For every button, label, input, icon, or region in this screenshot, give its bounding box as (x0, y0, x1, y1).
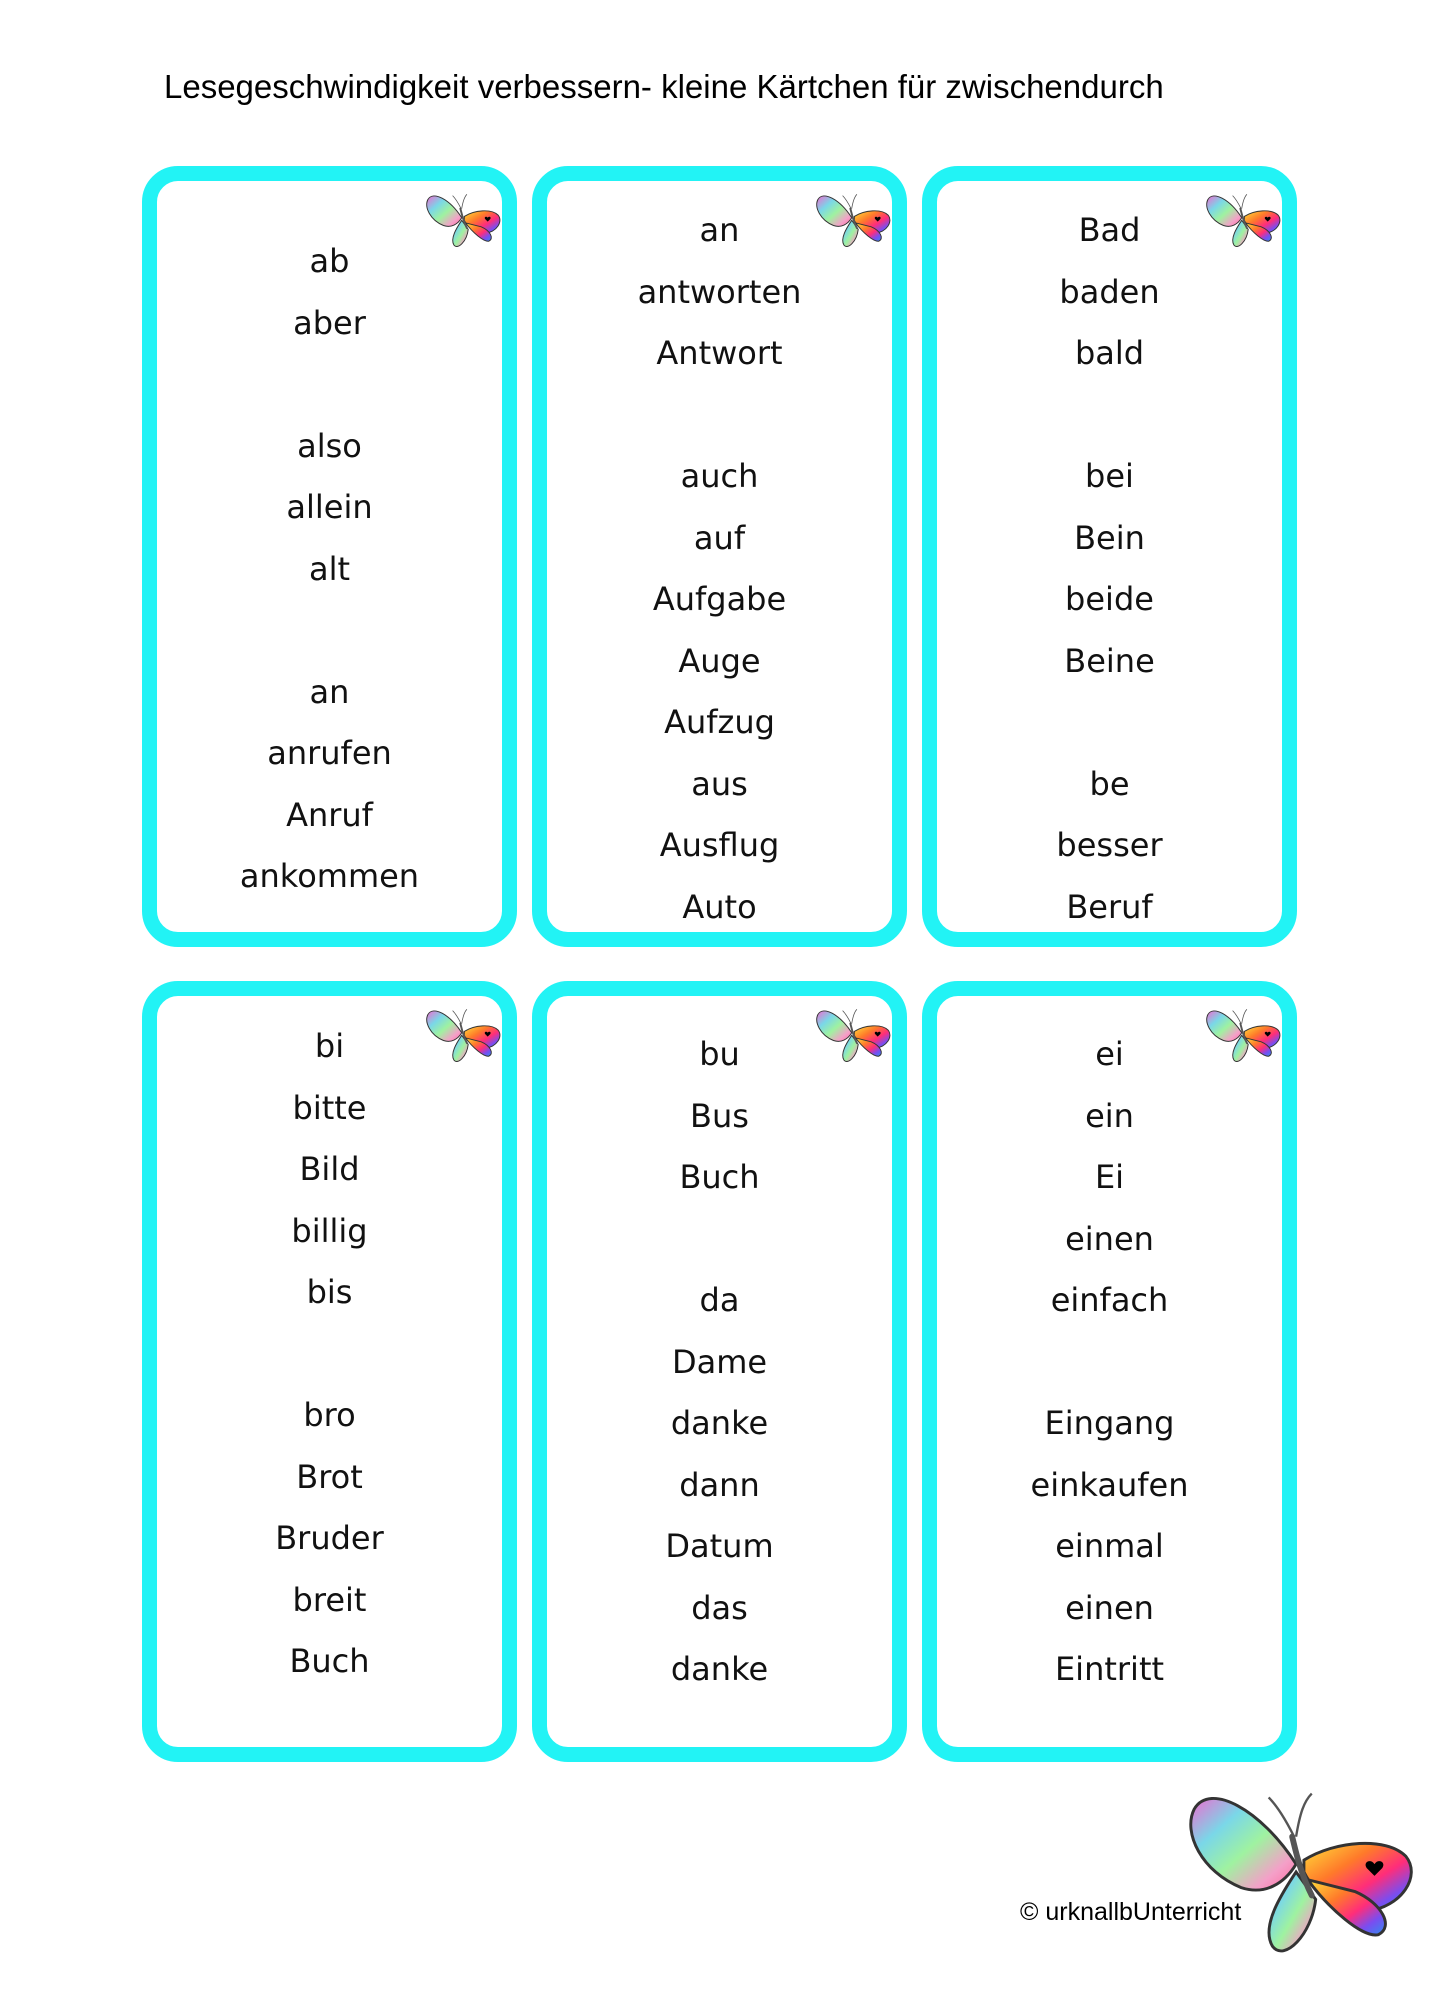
word: bu (699, 1035, 740, 1073)
word: Aufgabe (652, 580, 787, 618)
word: Auge (678, 641, 761, 680)
word: alt (308, 549, 351, 588)
word (157, 600, 502, 662)
word: an (699, 211, 740, 249)
word: bitte (292, 1088, 367, 1127)
word: Antwort (656, 334, 783, 372)
word-list (547, 1024, 892, 1701)
word-card (142, 166, 517, 947)
word: einmal (1055, 1527, 1164, 1565)
word: Ausflug (659, 826, 780, 864)
word: bald (1074, 334, 1145, 372)
word: aus (691, 764, 748, 803)
word: einen (1065, 1219, 1154, 1258)
word: also (297, 426, 362, 465)
word-card (922, 981, 1297, 1762)
word: an (309, 672, 350, 711)
word: auch (680, 457, 759, 495)
word (937, 1332, 1282, 1394)
word-card (532, 166, 907, 947)
word: bei (1085, 457, 1134, 495)
word-card (532, 981, 907, 1762)
word: baden (1059, 272, 1160, 311)
word: anrufen (267, 734, 392, 772)
word: aber (293, 303, 366, 342)
word (937, 692, 1282, 754)
word (547, 385, 892, 447)
word: bi (314, 1027, 345, 1065)
word: Ei (1094, 1158, 1125, 1196)
word: dann (679, 1465, 760, 1504)
copyright-text: © urknallbUnterricht (1020, 1898, 1242, 1926)
word: Beruf (1066, 887, 1153, 926)
word: ein (1085, 1096, 1134, 1135)
page-title: Lesegeschwindigkeit verbessern- kleine Kärtchen für zwischendurch (164, 68, 1164, 105)
word: ab (309, 242, 350, 280)
word: bro (303, 1396, 356, 1434)
word: danke (670, 1404, 769, 1442)
word (157, 354, 502, 416)
word: Brot (296, 1457, 363, 1496)
word: Anruf (286, 795, 373, 834)
word: Bus (690, 1096, 749, 1135)
word: das (691, 1588, 748, 1627)
butterfly-logo-icon (1180, 1770, 1420, 1966)
word: ankommen (239, 857, 420, 895)
word: billig (291, 1211, 368, 1250)
word: Buch (679, 1158, 760, 1196)
word: Bad (1078, 211, 1141, 249)
word: einfach (1050, 1281, 1169, 1319)
word: einen (1065, 1588, 1154, 1627)
word: beide (1065, 580, 1154, 618)
word (547, 1209, 892, 1271)
word: breit (292, 1580, 367, 1619)
word: einkaufen (1030, 1465, 1189, 1504)
word: Eingang (1044, 1404, 1175, 1442)
word: Bruder (275, 1519, 384, 1557)
word: Buch (289, 1642, 370, 1680)
word: Bein (1074, 518, 1145, 557)
word: Datum (665, 1527, 774, 1565)
word-list (547, 200, 892, 938)
word: Bild (299, 1150, 360, 1188)
word-list (937, 1024, 1282, 1701)
word-list (937, 200, 1282, 938)
word: danke (670, 1650, 769, 1688)
word: be (1089, 764, 1130, 803)
word: auf (693, 518, 746, 557)
word: bis (306, 1273, 353, 1311)
word: besser (1056, 826, 1163, 864)
word: allein (286, 488, 373, 526)
word: Beine (1064, 641, 1155, 680)
word: Auto (682, 887, 757, 926)
word: Eintritt (1054, 1650, 1165, 1688)
word-card (922, 166, 1297, 947)
word: Aufzug (664, 703, 775, 741)
word-list (157, 1016, 502, 1693)
word: ei (1095, 1035, 1124, 1073)
word-list (157, 231, 502, 908)
word: Dame (671, 1342, 768, 1381)
word-card (142, 981, 517, 1762)
word (937, 385, 1282, 447)
word: antworten (637, 272, 802, 311)
word (157, 1324, 502, 1386)
word: da (699, 1281, 740, 1319)
